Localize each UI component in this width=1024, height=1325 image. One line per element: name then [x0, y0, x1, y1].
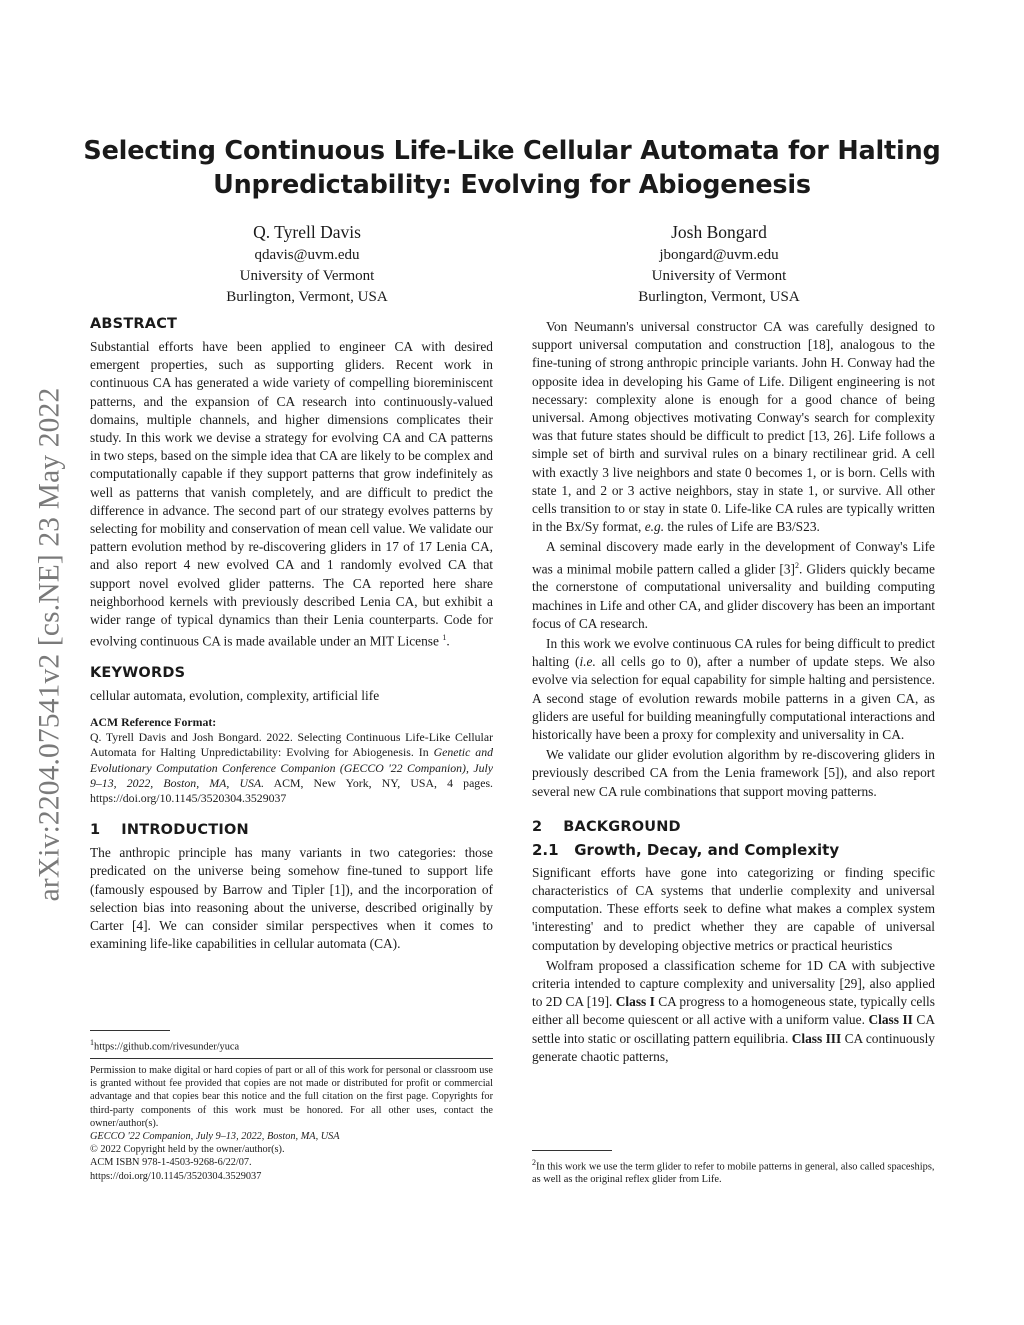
footnote-text: In this work we use the term glider to refer to mobile patterns in general, also called spaceships, as well as the original reflex glider from Life.: [532, 1161, 935, 1186]
keywords-heading: KEYWORDS: [90, 664, 186, 681]
footnote-mark: 2: [795, 560, 799, 570]
abstract-text: [90, 338, 493, 651]
paragraph-italic: i.e.: [579, 654, 596, 670]
paragraph-text: Von Neumann's universal constructor CA was carefully designed to support universal computation and construction [18], analogous to the fine-tuning of strong anthropic principle variants. John H. Conway had the opposite idea in developing his Game of Life. Diligent engineering is not necessary: complexity alone is enough for a good chance of being universal. Among objectives motivating Conway's search for complexity was that future states should be difficult to predict [13, 26]. Life follows a simple set of birth and survival rules on a binary rectilinear grid. A cell with exactly 3 live neighbors and state 0 becomes 1, or is born. Cells with state 1, and 2 or 3 active neighbors, stay in state 1, or survive. All other cells transition to or stay in state 0. Life-like CA rules are typically written in the Bx/Sy format,: [532, 319, 935, 535]
abstract-end: .: [446, 633, 450, 649]
subsection-title: Growth, Decay, and Complexity: [574, 840, 840, 859]
permission-doi: https://doi.org/10.1145/3520304.3529037: [90, 1170, 262, 1182]
paragraph-text: Wolfram proposed a classification scheme for 1D CA with subjective criteria intended to capture complexity and universality [29], also applied to 2D CA [19].: [532, 957, 935, 1010]
arxiv-identifier: arXiv:2204.07541v2 [cs.NE] 23 May 2022: [33, 387, 66, 901]
background-heading: [532, 819, 935, 835]
class-label: Class I: [615, 994, 655, 1010]
author-name: Josh Bongard: [671, 222, 767, 242]
acm-reference-venue: Genetic and Evolutionary Computation Conference Companion (GECCO '22 Companion), July 9–13, 2022, Boston, MA, USA.: [90, 745, 493, 790]
abstract-body: Substantial efforts have been applied to engineer CA with desired emergent properties, such as supporting gliders. Recent work in continuous CA has generated a wide variety of compelling bioreminiscent patterns, and the expansion of CA research into continuously-valued domains, multiple channels, and higher dimensions complicates their study. In this work we devise a strategy for evolving CA and CA patterns in two steps, based on the simple idea that CA are likely to be complex and computationally capable if they support patterns that grow indefinitely as well as patterns that vanish completely, and are difficult to predict the difference in advance. The second part of our strategy evolves patterns by selecting for mobility and conservation of mean cell value. We validate our pattern evolution method by re-discovering gliders in 17 of 17 Lenia CA, and also report 4 new evolved CA and 1 randomly evolved CA that support novel evolved glider patterns. The CA reported here share neighborhood kernels with previously described Lenia CA, but exhibit a wider range of typical dynamics than their Lenia counterparts. Code for evolving continuous CA is made available under an MIT License: [90, 339, 493, 649]
right-paragraph-3: [532, 635, 935, 744]
section-number: 1: [90, 822, 101, 839]
footnote-rule: [532, 1150, 612, 1151]
permission-copyright: © 2022 Copyright held by the owner/author(s).: [90, 1144, 285, 1156]
title-line-1: Selecting Continuous Life-Like Cellular Automata for Halting: [83, 136, 941, 166]
paragraph-text: CA progress to a homogeneous state, typically cells either all become quiescent or all active with a uniform value.: [532, 994, 935, 1028]
footnote-1: [90, 1036, 493, 1053]
permission-rule: [90, 1058, 493, 1059]
background-paragraph-1: Significant efforts have gone into categorizing or finding specific characteristics of CA systems that underlie complexity and universal computation. These efforts seek to define what makes a complex system 'interesting' and to predict whether they are capable of universal computation by developing objective metrics or practical heuristics: [532, 864, 935, 953]
subsection-number: 2.1: [532, 840, 559, 859]
paragraph-text: In this work we evolve continuous CA rules for being difficult to predict halting (: [532, 635, 935, 670]
acm-reference-heading: ACM Reference Format:: [90, 715, 217, 730]
right-paragraph-4: We validate our glider evolution algorithm by re-discovering gliders in previously described CA from the Lenia framework [5]), and also report several new CA rule combinations that support moving patterns.: [532, 747, 935, 799]
footnote-2: [532, 1156, 935, 1186]
author-location: Burlington, Vermont, USA: [226, 289, 388, 305]
title-line-2: Unpredictability: Evolving for Abiogenesis: [213, 170, 811, 200]
paper-title: [70, 134, 954, 202]
arxiv-stamp: [32, 346, 68, 942]
footnote-mark: 1: [442, 633, 447, 643]
footnote-mark: 2: [532, 1158, 536, 1167]
abstract-heading: ABSTRACT: [90, 316, 178, 332]
footnote-mark: 1: [90, 1038, 94, 1047]
subsection-heading: [532, 841, 935, 859]
author-email: jbongard@uvm.edu: [659, 247, 779, 263]
introduction-text: The anthropic principle has many variants in two categories: those predicated on the universe being somehow fine-tuned to support life (famously espoused by Barrow and Tipler [1]), and the incorporation of selection bias into reasoning about the universe, described originally by Carter [4]. We can consider similar perspectives when it comes to examining life-like capabilities in cellular automata (CA).: [90, 845, 493, 952]
left-column: [90, 316, 493, 953]
paragraph-text: all cells go to 0), after a number of update steps. We also evolve via selection for equal capability for simple halting and persistence. A second stage of evolution rewards mobile patterns in a given CA, as gliders are useful for building meaningfully computational interactions and historically have been a proxy for complexity and universality in CA.: [532, 654, 936, 742]
author-affiliation: University of Vermont: [239, 268, 375, 284]
permission-isbn: ACM ISBN 978-1-4503-9268-6/22/07.: [90, 1157, 252, 1169]
paragraph-italic: e.g.: [644, 519, 665, 535]
author-email: qdavis@uvm.edu: [254, 247, 360, 263]
paragraph-text: A seminal discovery made early in the development of Conway's Life was a minimal mobile pattern called a glider [3]: [532, 539, 935, 577]
author-block-1: [157, 219, 457, 308]
author-location: Burlington, Vermont, USA: [638, 289, 800, 305]
class-label: Class II: [868, 1012, 913, 1028]
introduction-heading: [90, 822, 493, 838]
right-paragraph-1: [532, 318, 935, 536]
right-paragraph-2: [532, 538, 935, 632]
author-affiliation: University of Vermont: [651, 268, 787, 284]
paragraph-text: CA continuously generate chaotic patterns,: [532, 1030, 935, 1064]
keywords-text: cellular automata, evolution, complexity, artificial life: [90, 687, 380, 703]
paragraph-text: CA settle into static or oscillating pattern equilibria.: [532, 1012, 936, 1046]
paragraph-text: the rules of Life are B3/S23.: [664, 519, 820, 535]
venue-text: GECCO '22 Companion, July 9–13, 2022, Boston, MA, USA: [90, 1131, 340, 1143]
paragraph-text: . Gliders quickly became the cornerstone of computational universality and building computing machines in Life and other CA, and glider discovery has been an important focus of CA research.: [532, 561, 935, 631]
acm-reference-part: Q. Tyrell Davis and Josh Bongard. 2022. Selecting Continuous Life-Like Cellular Automata for Halting Unpredictability: Evolving for Abiogenesis. In: [90, 730, 493, 760]
acm-reference-text: [90, 730, 493, 806]
class-label: Class III: [791, 1030, 842, 1046]
author-name: Q. Tyrell Davis: [253, 222, 361, 242]
permission-text: Permission to make digital or hard copies of part or all of this work for personal or classroom use is granted without fee provided that copies are not made or distributed for profit or commercial advantage and that copies bear this notice and the full citation on the first page. Copyrights for third-party components of this work must be honored. For all other uses, contact the owner/author(s).: [90, 1065, 493, 1129]
acm-reference-part: ACM, New York, NY, USA, 4 pages. https://doi.org/10.1145/3520304.3529037: [90, 775, 493, 805]
background-paragraph-2: [532, 957, 935, 1066]
section-title: BACKGROUND: [563, 818, 681, 835]
footnote-area-right: [532, 1150, 935, 1186]
author-block-2: [569, 219, 869, 308]
footnote-text: https://github.com/rivesunder/yuca: [94, 1041, 240, 1053]
section-title: INTRODUCTION: [121, 822, 249, 839]
right-column: [532, 318, 935, 1066]
permission-block: [90, 1058, 493, 1183]
footnote-rule: [90, 1030, 170, 1031]
permission-venue: [90, 1130, 493, 1143]
footnote-area-left: [90, 1030, 493, 1053]
section-number: 2: [532, 818, 543, 835]
